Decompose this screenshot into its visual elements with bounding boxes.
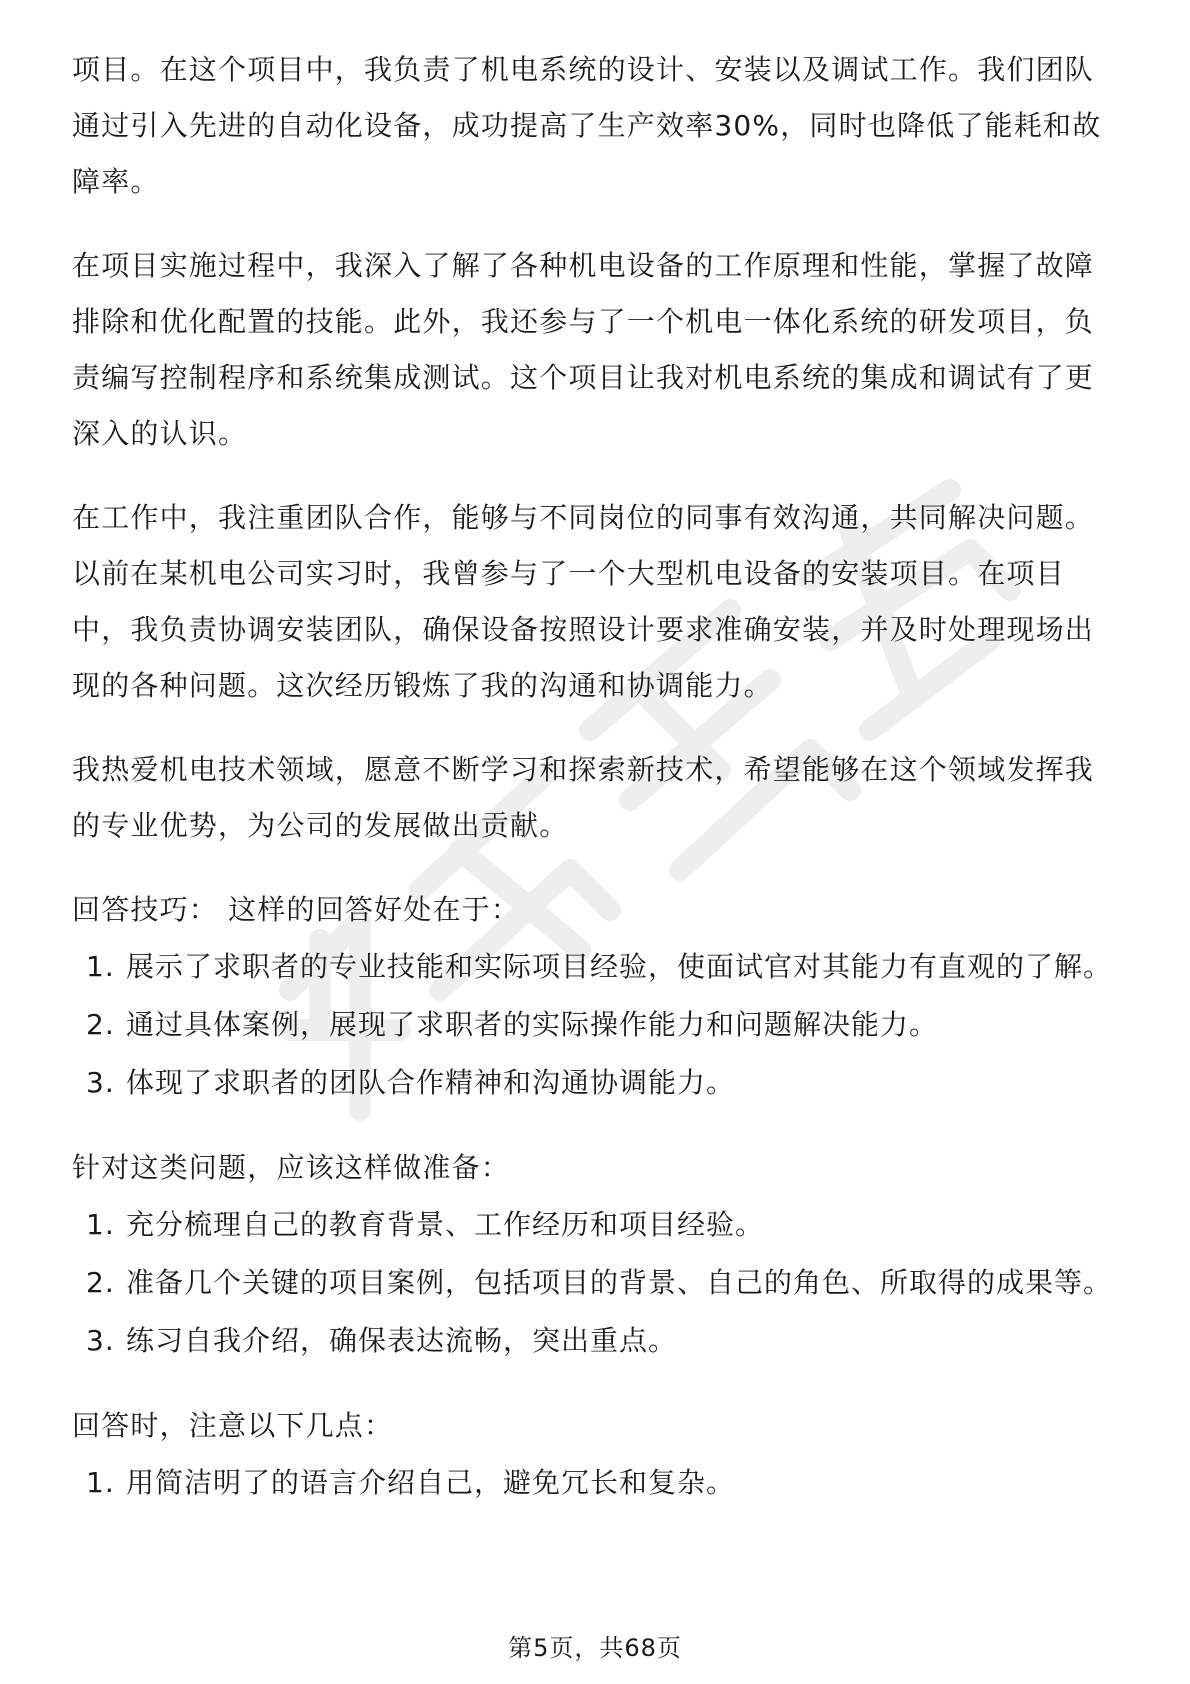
list-item-number: 3.	[86, 1324, 115, 1357]
list-item-number: 2.	[86, 1008, 115, 1041]
paragraph-3: 在工作中，我注重团队合作，能够与不同岗位的同事有效沟通，共同解决问题。以前在某机电公司实习时，我曾参与了一个大型机电设备的安装项目。在项目中，我负责协调安装团队，确保设备按照设计要求准确安装，并及时处理现场出现的各种问题。这次经历锻炼了我的沟通和协调能力。	[72, 501, 1095, 702]
list-item-number: 1.	[86, 1466, 115, 1499]
list-item-text: 体现了求职者的团队合作精神和沟通协调能力。	[126, 1066, 736, 1099]
list-item-text: 展示了求职者的专业技能和实际项目经验，使面试官对其能力有直观的了解。	[126, 950, 1113, 983]
list-item-text: 通过具体案例，展现了求职者的实际操作能力和问题解决能力。	[126, 1008, 939, 1041]
tips-heading: 回答技巧： 这样的回答好处在于：	[72, 893, 521, 926]
list-item	[72, 1254, 1118, 1312]
notes-list	[72, 1454, 1118, 1512]
paragraph-1: 项目。在这个项目中，我负责了机电系统的设计、安装以及调试工作。我们团队通过引入先进的自动化设备，成功提高了生产效率30%，同时也降低了能耗和故障率。	[72, 53, 1102, 198]
paragraph-2: 在项目实施过程中，我深入了解了各种机电设备的工作原理和性能，掌握了故障排除和优化配置的技能。此外，我还参与了一个机电一体化系统的研发项目，负责编写控制程序和系统集成测试。这个项目让我对机电系统的集成和调试有了更深入的认识。	[72, 249, 1095, 450]
list-item	[72, 938, 1118, 996]
list-item-number: 2.	[86, 1266, 115, 1299]
notes-heading: 回答时，注意以下几点：	[72, 1409, 394, 1442]
list-item-text: 准备几个关键的项目案例，包括项目的背景、自己的角色、所取得的成果等。	[126, 1266, 1113, 1299]
list-item	[72, 1054, 1118, 1112]
list-item	[72, 1454, 1118, 1512]
list-item-number: 1.	[86, 1208, 115, 1241]
list-item-number: 3.	[86, 1066, 115, 1099]
document-body	[72, 42, 1118, 1512]
list-item	[72, 1312, 1118, 1370]
prepare-heading: 针对这类问题，应该这样做准备：	[72, 1151, 511, 1184]
list-item-number: 1.	[86, 950, 115, 983]
list-item	[72, 1196, 1118, 1254]
list-item-text: 用简洁明了的语言介绍自己，避免冗长和复杂。	[126, 1466, 736, 1499]
paragraph-4: 我热爱机电技术领域，愿意不断学习和探索新技术，希望能够在这个领域发挥我的专业优势，为公司的发展做出贡献。	[72, 753, 1095, 842]
list-item-text: 练习自我介绍，确保表达流畅，突出重点。	[126, 1324, 678, 1357]
tips-list	[72, 938, 1118, 1112]
list-item	[72, 996, 1118, 1054]
prepare-list	[72, 1196, 1118, 1370]
page-footer: 第5页，共68页	[508, 1634, 682, 1662]
list-item-text: 充分梳理自己的教育背景、工作经历和项目经验。	[126, 1208, 765, 1241]
